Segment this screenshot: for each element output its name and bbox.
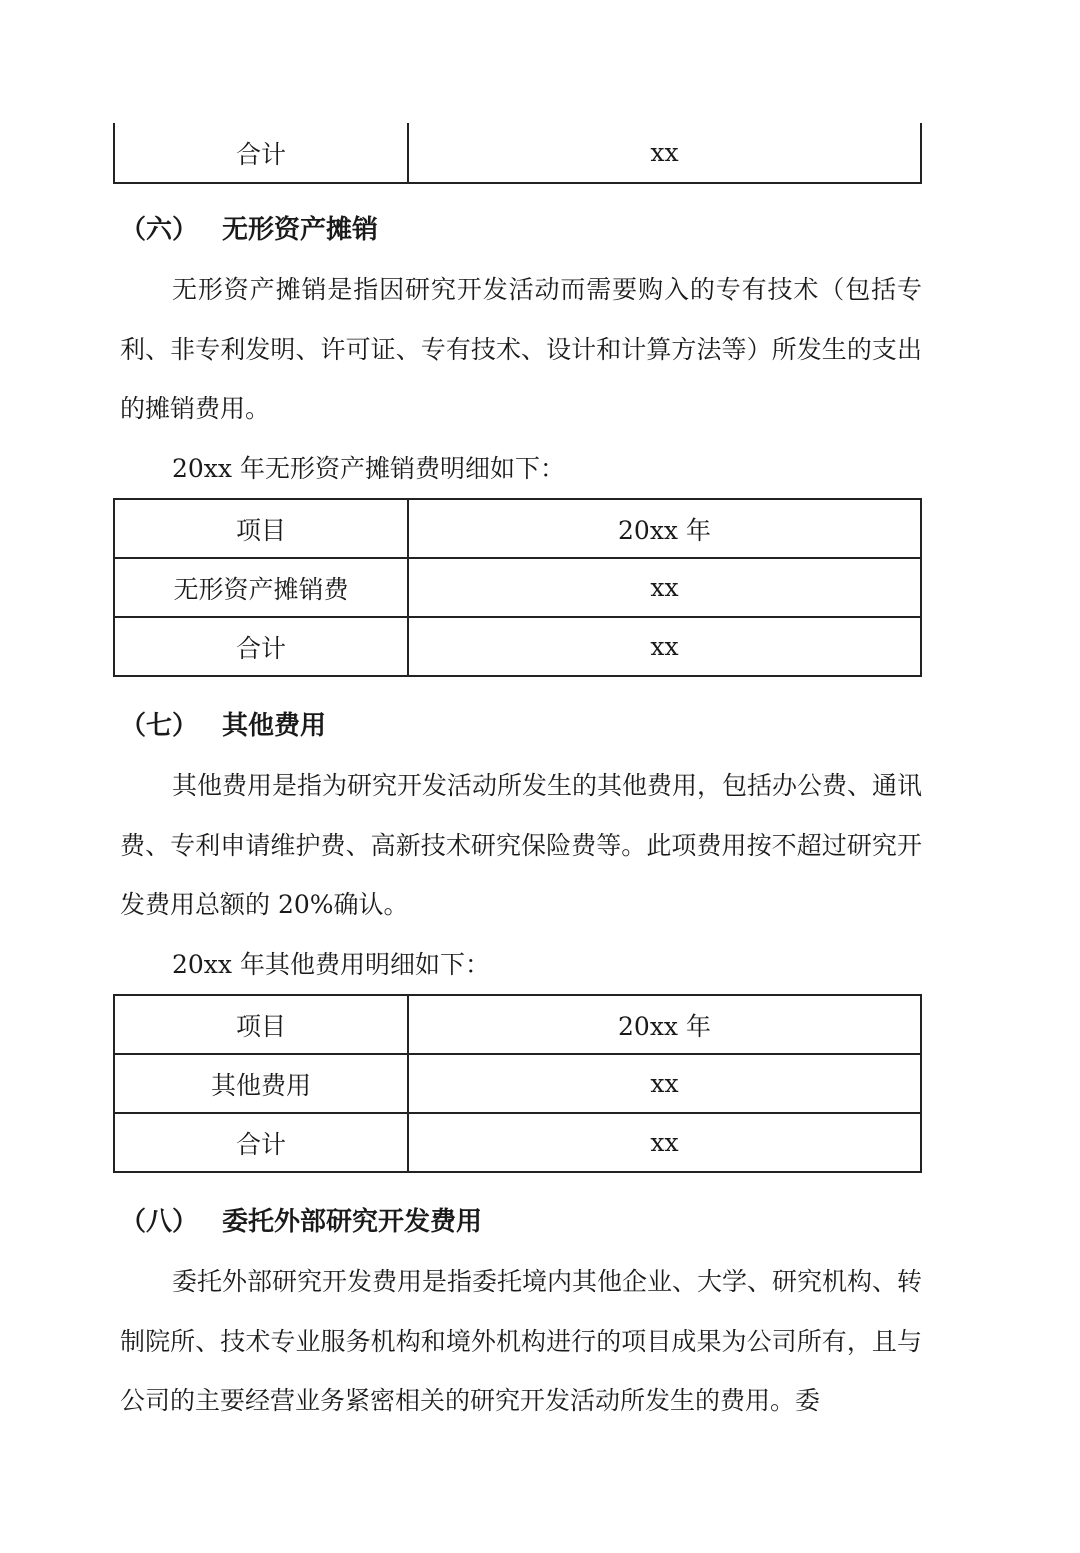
table-header-cell: 20xx 年 xyxy=(408,995,921,1054)
other-expenses-table xyxy=(113,994,922,1173)
table-cell: 合计 xyxy=(114,1113,408,1172)
section-heading-6 xyxy=(120,214,378,246)
table-row xyxy=(114,123,921,183)
continued-table xyxy=(113,123,922,184)
table-header-cell: 20xx 年 xyxy=(408,499,921,558)
table-intro: 20xx 年其他费用明细如下： xyxy=(172,950,490,979)
section-paragraph: 委托外部研究开发费用是指委托境内其他企业、大学、研究机构、转制院所、技术专业服务机构和境外机构进行的项目成果为公司所有，且与公司的主要经营业务紧密相关的研究开发活动所发生的费用。委 xyxy=(120,1267,923,1415)
section-paragraph: 无形资产摊销是指因研究开发活动而需要购入的专有技术（包括专利、非专利发明、许可证、专有技术、设计和计算方法等）所发生的支出的摊销费用。 xyxy=(120,275,922,423)
table-cell: 无形资产摊销费 xyxy=(114,558,408,617)
section-title: 其他费用 xyxy=(222,711,327,741)
table-intro: 20xx 年无形资产摊销费明细如下： xyxy=(172,454,565,483)
table-cell: 其他费用 xyxy=(114,1054,408,1113)
table-cell: xx xyxy=(408,123,921,183)
table-row xyxy=(114,617,921,676)
table-cell: 合计 xyxy=(114,123,408,183)
section-paragraph: 其他费用是指为研究开发活动所发生的其他费用，包括办公费、通讯费、专利申请维护费、高新技术研究保险费等。此项费用按不超过研究开发费用总额的 20%确认。 xyxy=(120,771,923,919)
section-title: 无形资产摊销 xyxy=(222,215,379,245)
amortization-table xyxy=(113,498,922,677)
section-heading-8 xyxy=(120,1206,482,1238)
table-cell: xx xyxy=(408,1113,921,1172)
table-header-cell: 项目 xyxy=(114,499,408,558)
table-cell: xx xyxy=(408,558,921,617)
section-number: （七） xyxy=(120,711,199,741)
table-header-row xyxy=(114,995,921,1054)
section-title: 委托外部研究开发费用 xyxy=(222,1207,483,1237)
table-row xyxy=(114,1113,921,1172)
table-cell: xx xyxy=(408,617,921,676)
section-number: （六） xyxy=(120,215,199,245)
table-row xyxy=(114,1054,921,1113)
table-header-cell: 项目 xyxy=(114,995,408,1054)
table-cell: 合计 xyxy=(114,617,408,676)
table-row xyxy=(114,558,921,617)
section-number: （八） xyxy=(120,1207,199,1237)
table-header-row xyxy=(114,499,921,558)
table-cell: xx xyxy=(408,1054,921,1113)
section-heading-7 xyxy=(120,710,326,742)
